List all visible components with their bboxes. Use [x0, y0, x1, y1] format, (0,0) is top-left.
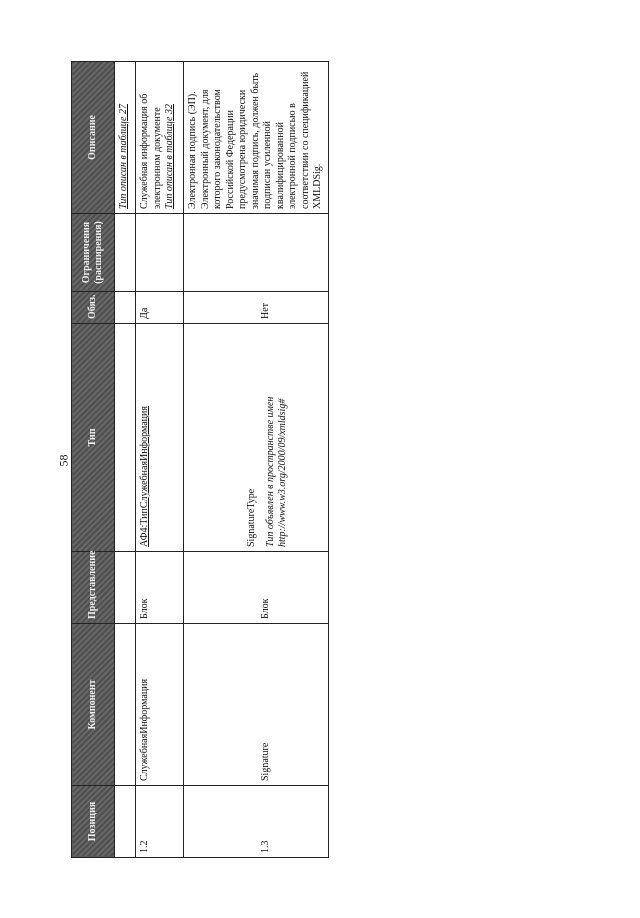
header-description: Описание [72, 62, 115, 214]
spec-table [71, 61, 329, 858]
cell-required: Да [136, 292, 184, 324]
cell-type [136, 324, 184, 552]
description-ref: Тип описан в таблице 32 [164, 104, 175, 209]
header-required: Обяз. [72, 292, 115, 324]
header-type: Тип [72, 324, 115, 552]
header-component: Компонент [72, 624, 115, 786]
continuation-ref: Тип описан в таблице 27 [118, 104, 129, 209]
cell-description [136, 62, 184, 214]
table-header-row [72, 62, 115, 858]
header-position: Позиция [72, 786, 115, 858]
description-text: Служебная информация об электронном документе [139, 93, 163, 209]
spec-table-wrapper [71, 62, 323, 858]
cell-position: 1.2 [136, 786, 184, 858]
type-name: SignatureType [246, 488, 257, 547]
cell-restrictions [136, 214, 184, 292]
cell-position: 1.3 [184, 786, 329, 858]
table-row-continuation [115, 62, 136, 858]
cell-representation: Блок [136, 552, 184, 624]
cell-representation: Блок [184, 552, 329, 624]
cell-component: Signature [184, 624, 329, 786]
header-representation: Представление [72, 552, 115, 624]
cell-restrictions [184, 214, 329, 292]
page-number: 58 [56, 454, 71, 467]
table-row [136, 62, 184, 858]
header-restrictions: Ограничения (расширения) [72, 214, 115, 292]
table-row [184, 62, 329, 858]
cell-description: Электронная подпись (ЭП). Электронный документ, для которого законодательством Российской Федерации предусмотрена юридически значимая подпись, должен быть подписан усиленной квалифицированной электронной подписью в соответствии со спецификацией XMLDSig. [184, 62, 329, 214]
cell-type [184, 324, 329, 552]
cell-required: Нет [184, 292, 329, 324]
continuation-description [115, 62, 136, 214]
type-note: Тип объявлен в пространстве имен http://www.w3.org/2000/09/xmldsig# [264, 396, 288, 547]
type-link: АФ4:ТипСлужебнаяИнформация [139, 406, 150, 547]
cell-component: СлужебнаяИнформация [136, 624, 184, 786]
